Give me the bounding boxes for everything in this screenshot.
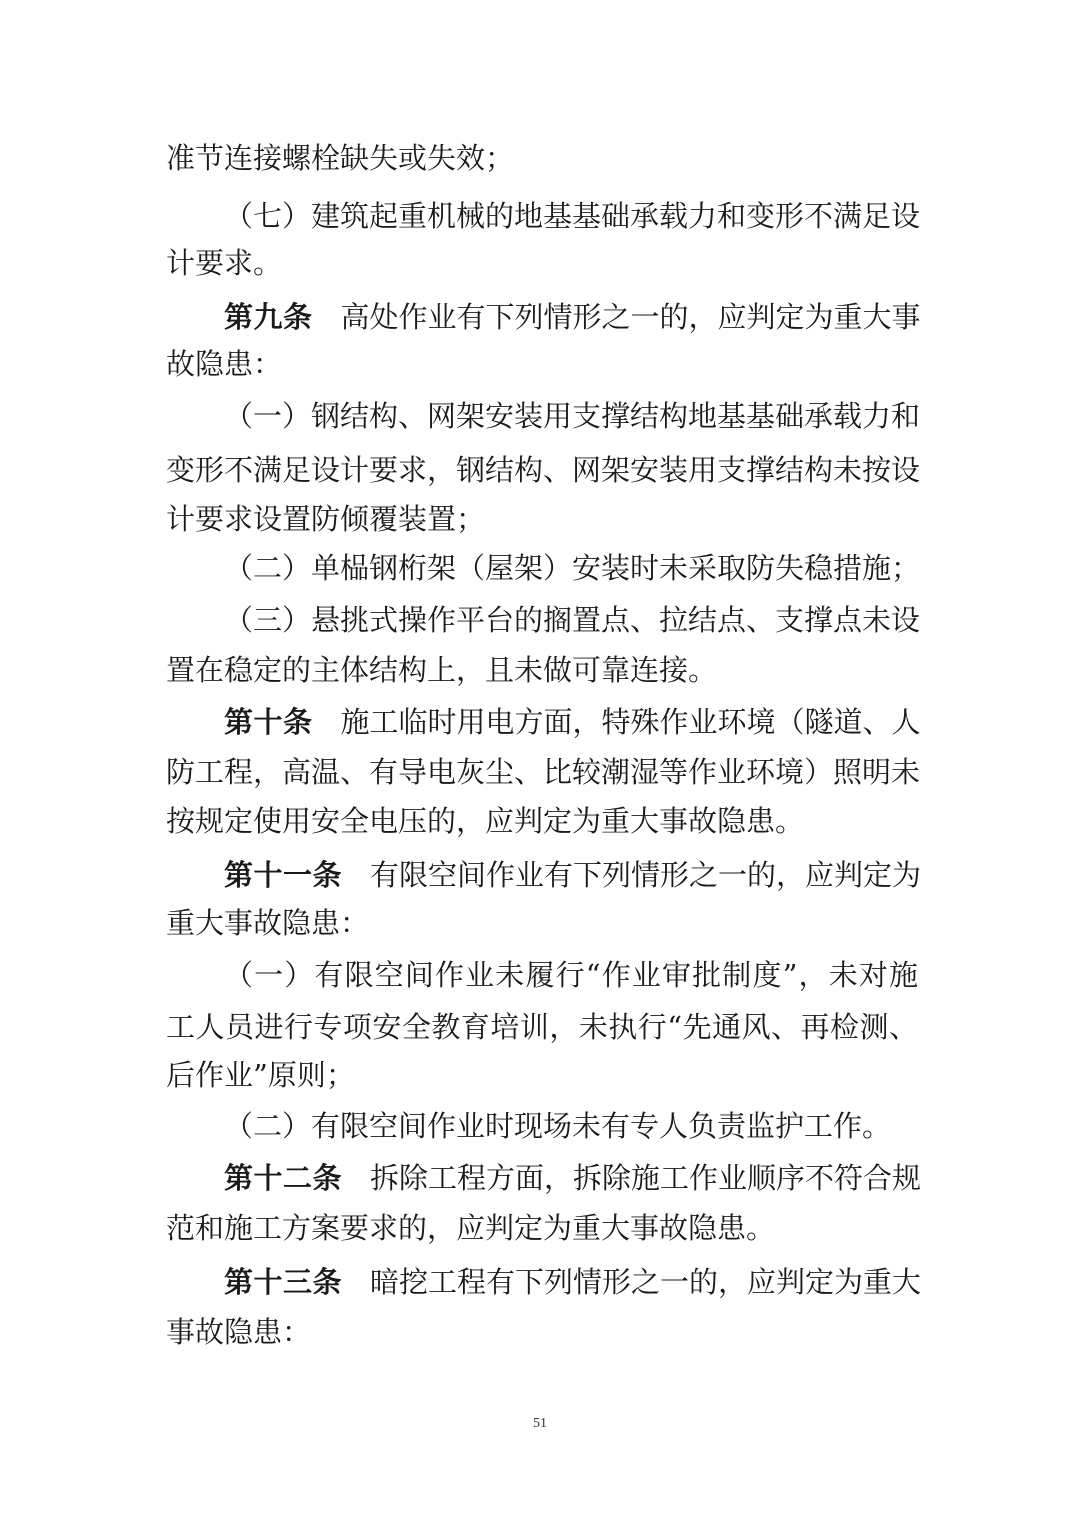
line-text: 高处作业有下列情形之一的，应判定为重大事 bbox=[340, 300, 921, 334]
article-label: 第十条 bbox=[224, 705, 313, 739]
article-label: 第十三条 bbox=[224, 1265, 343, 1299]
text-line bbox=[166, 450, 921, 490]
line-text: 准节连接螺栓缺失或失效； bbox=[166, 141, 515, 175]
text-line bbox=[166, 1007, 918, 1047]
line-text: 计要求。 bbox=[166, 246, 283, 280]
line-text: 计要求设置防倾覆装置； bbox=[166, 502, 486, 536]
text-line bbox=[166, 138, 918, 178]
article-12-heading bbox=[224, 1158, 922, 1198]
text-line bbox=[224, 548, 921, 588]
text-line bbox=[224, 600, 921, 640]
text-line bbox=[166, 499, 918, 539]
text-line bbox=[166, 650, 918, 690]
line-text: （七）建筑起重机械的地基基础承载力和变形不满足设 bbox=[224, 199, 921, 233]
text-line bbox=[166, 1208, 918, 1248]
text-line bbox=[166, 752, 921, 792]
text-line bbox=[166, 344, 918, 384]
line-text: 事故隐患： bbox=[166, 1315, 312, 1349]
article-13-heading bbox=[224, 1262, 922, 1302]
line-text: 置在稳定的主体结构上，且未做可靠连接。 bbox=[166, 653, 718, 687]
text-line bbox=[166, 801, 918, 841]
line-text: 拆除工程方面，拆除施工作业顺序不符合规 bbox=[370, 1161, 922, 1195]
text-line bbox=[224, 196, 921, 236]
line-text: 有限空间作业有下列情形之一的，应判定为 bbox=[370, 858, 922, 892]
article-label: 第十一条 bbox=[224, 858, 343, 892]
text-line bbox=[166, 1312, 918, 1352]
article-11-heading bbox=[224, 855, 922, 895]
line-text: 后作业”原则； bbox=[166, 1058, 355, 1092]
line-text: 施工临时用电方面，特殊作业环境（隧道、人 bbox=[340, 705, 921, 739]
line-text: 工人员进行专项安全教育培训，未执行“先通风、再检测、 bbox=[166, 1010, 918, 1044]
article-10-heading bbox=[224, 702, 921, 742]
article-label: 第九条 bbox=[224, 300, 313, 334]
line-text: 故隐患： bbox=[166, 347, 283, 381]
text-line bbox=[224, 955, 918, 995]
text-line bbox=[224, 396, 921, 436]
article-9-heading bbox=[224, 297, 921, 337]
line-text: （一）钢结构、网架安装用支撑结构地基基础承载力和 bbox=[224, 399, 921, 433]
article-label: 第十二条 bbox=[224, 1161, 343, 1195]
text-line bbox=[166, 1055, 918, 1095]
line-text: 按规定使用安全电压的，应判定为重大事故隐患。 bbox=[166, 804, 805, 838]
line-text: 重大事故隐患： bbox=[166, 906, 370, 940]
text-line bbox=[224, 1106, 918, 1146]
line-text: （二）有限空间作业时现场未有专人负责监护工作。 bbox=[224, 1109, 892, 1143]
line-text: 防工程，高温、有导电灰尘、比较潮湿等作业环境）照明未 bbox=[166, 755, 921, 789]
text-line bbox=[166, 243, 918, 283]
line-text: 变形不满足设计要求，钢结构、网架安装用支撑结构未按设 bbox=[166, 453, 921, 487]
line-text: 范和施工方案要求的，应判定为重大事故隐患。 bbox=[166, 1211, 776, 1245]
page-number: 51 bbox=[533, 1416, 547, 1431]
line-text: （一）有限空间作业未履行“作业审批制度”，未对施 bbox=[224, 958, 918, 992]
line-text: 暗挖工程有下列情形之一的，应判定为重大 bbox=[370, 1265, 922, 1299]
line-text: （三）悬挑式操作平台的搁置点、拉结点、支撑点未设 bbox=[224, 603, 921, 637]
text-line bbox=[166, 903, 918, 943]
line-text: （二）单榀钢桁架（屋架）安装时未采取防失稳措施； bbox=[224, 551, 921, 585]
